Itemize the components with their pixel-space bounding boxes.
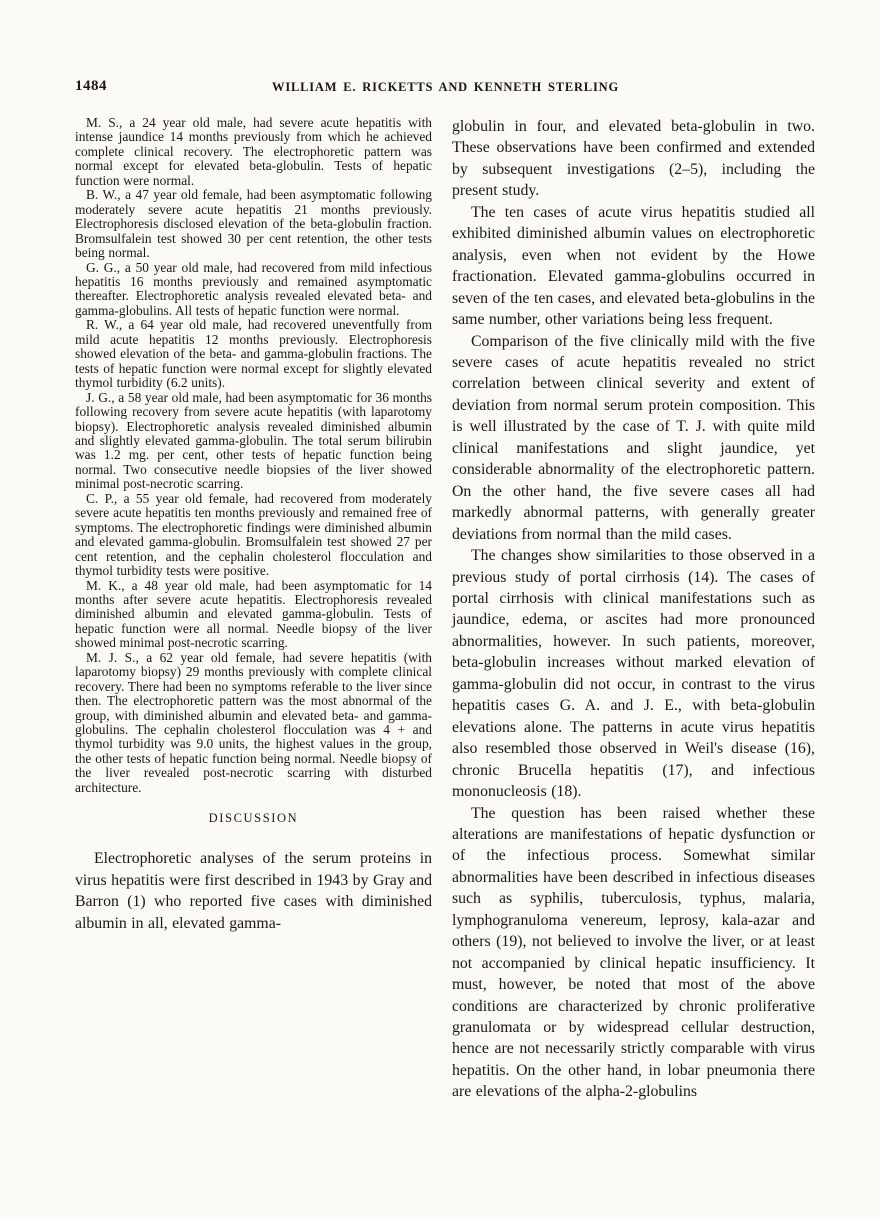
left-column — [75, 116, 432, 934]
body-paragraph: The ten cases of acute virus hepatitis studied all exhibited diminished albumin values on electrophoretic analysis, even when not evident by the Howe fractionation. Elevated gamma-globulins occurred in seven of the ten cases, and elevated beta-globulins in the same number, other variations being less frequent. — [452, 203, 815, 329]
body-paragraph-continued: globulin in four, and elevated beta-globulin in two. These observations have been confirmed and extended by subsequent investigations (2–5), including the present study. — [452, 118, 815, 200]
case-paragraph-cp: C. P., a 55 year old female, had recovered from moderately severe acute hepatitis ten months previously and remained free of symptoms. The electrophoretic findings were diminished albumin and elevated gamma-globulin. Bromsulfalein test showed 27 per cent retention, and the cephalin cholesterol flocculation and thymol turbidity tests were positive. — [75, 490, 432, 579]
case-paragraph-gg: G. G., a 50 year old male, had recovered from mild infectious hepatitis 16 months previously and remained asymptomatic thereafter. Electrophoretic analysis revealed elevated beta- and gamma-globulins. All tests of hepatic function were normal. — [75, 259, 432, 318]
body-paragraph: The changes show similarities to those observed in a previous study of portal cirrhosis (14). The cases of portal cirrhosis with clinical manifestations such as jaundice, edema, or ascites had more pronounced abnormalities, however. In such patients, moreover, beta-globulin increases without marked elevation of gamma-globulin did not occur, in contrast to the virus hepatitis cases G. A. and J. E., with beta-globulin elevations alone. The patterns in acute virus hepatitis also resembled those observed in Weil's disease (16), chronic Brucella hepatitis (17), and infectious mononucleosis (18). — [452, 547, 815, 801]
page-number: 1484 — [75, 78, 107, 94]
case-paragraph-rw: R. W., a 64 year old male, had recovered uneventfully from mild acute hepatitis 12 months previously. Electrophoresis showed elevation of the beta- and gamma-globulin fractions. The tests of hepatic function were normal except for slightly elevated thymol turbidity (6.2 units). — [75, 317, 432, 391]
case-paragraph-ms: M. S., a 24 year old male, had severe acute hepatitis with intense jaundice 14 months previously from which he achieved complete clinical recovery. The electrophoretic pattern was normal except for elevated beta-globulin. Tests of hepatic function were normal. — [75, 115, 432, 188]
case-paragraph-mjs: M. J. S., a 62 year old female, had severe hepatitis (with laparotomy biopsy) 29 months previously with complete clinical recovery. There had been no symptoms referable to the liver since then. The electrophoretic pattern was the most abnormal of the group, with diminished albumin and elevated beta- and gamma-globulins. The cephalin cholesterol flocculation was 4 + and thymol turbidity was 9.0 units, the highest values in the group, the other tests of hepatic function being normal. Needle biopsy of the liver revealed post-necrotic scarring with disturbed architecture. — [75, 649, 432, 795]
body-paragraph: Comparison of the five clinically mild with the five severe cases of acute hepatitis revealed no strict correlation between clinical severity and extent of deviation from normal serum protein composition. This is well illustrated by the case of T. J. with quite mild clinical manifestations and slight jaundice, yet considerable abnormality of the electrophoretic pattern. On the other hand, the five severe cases all had markedly abnormal patterns, with generally greater deviations from normal than the mild cases. — [452, 332, 815, 543]
right-column — [452, 116, 815, 1103]
case-paragraph-mk: M. K., a 48 year old male, had been asymptomatic for 14 months after severe acute hepatitis. Electrophoresis revealed diminished albumin and elevated gamma-globulin. Tests of hepatic function were all normal. Needle biopsy of the liver showed minimal post-necrotic scarring. — [75, 577, 432, 651]
page-header — [75, 78, 816, 96]
case-paragraph-jg: J. G., a 58 year old male, had been asymptomatic for 36 months following recovery from severe acute hepatitis (with laparotomy biopsy). Electrophoretic analysis revealed diminished albumin and slightly elevated gamma-globulin. The total serum bilirubin was 1.2 mg. per cent, other tests of hepatic function being normal. Two consecutive needle biopsies of the liver showed minimal post-necrotic scarring. — [75, 389, 432, 492]
section-heading-discussion: DISCUSSION — [208, 811, 299, 826]
body-paragraph: The question has been raised whether these alterations are manifestations of hepatic dysfunction or of the infectious process. Somewhat similar abnormalities have been described in infectious diseases such as syphilis, tuberculosis, typhus, malaria, lymphogranuloma venereum, leprosy, kala-azar and others (19), not believed to involve the liver, or at least not accompanied by clinical hepatic insufficiency. It must, however, be noted that most of the above conditions are characterized by chronic proliferative granulomata or by widespread cellular destruction, hence are not necessarily strictly comparable with virus hepatitis. On the other hand, in lobar pneumonia there are elevations of the alpha-2-globulins — [452, 804, 815, 1101]
case-paragraph-bw: B. W., a 47 year old female, had been asymptomatic following moderately severe acute hepatitis 21 months previously. Electrophoresis disclosed elevation of the beta-globulin fraction. Bromsulfalein test showed 30 per cent retention, the other tests being normal. — [75, 187, 432, 261]
running-head: WILLIAM E. RICKETTS AND KENNETH STERLING — [272, 80, 619, 94]
body-paragraph: Electrophoretic analyses of the serum proteins in virus hepatitis were first described in 1943 by Gray and Barron (1) who reported five cases with diminished albumin in all, elevated gamma- — [75, 850, 432, 932]
